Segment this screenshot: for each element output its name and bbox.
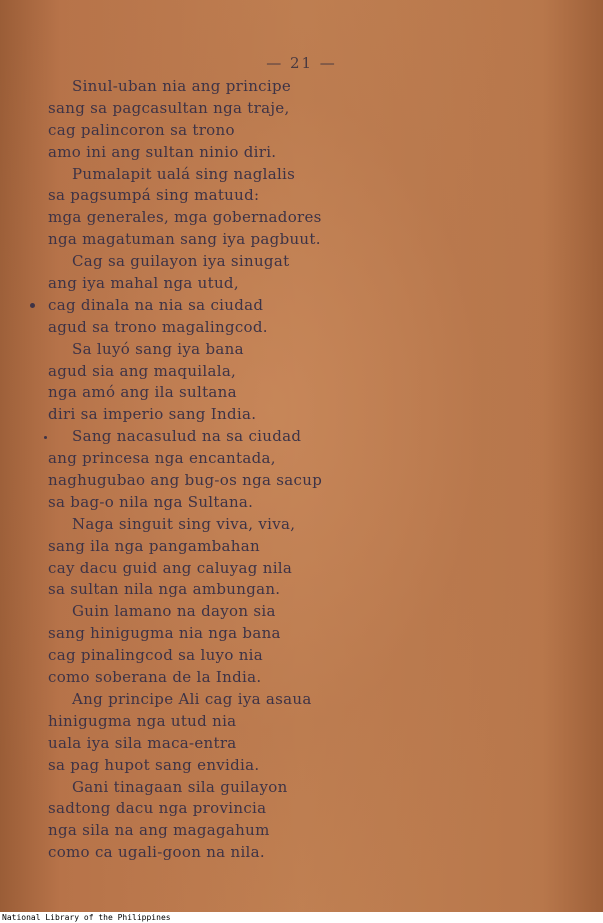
poem-line: cag palincoron sa trono [48, 120, 235, 139]
poem-line: agud sa trono magalingcod. [48, 317, 268, 336]
stanza-first-line: Cag sa guilayon iya sinugat [72, 252, 290, 271]
poem-line: cay dacu guid ang caluyag nila [48, 558, 293, 577]
poem-line: nga sila na ang magagahum [48, 821, 270, 840]
poem-line: como soberana de la India. [48, 668, 262, 687]
poem-line: cag pinalingcod sa luyo nia [48, 646, 264, 665]
stanza-first-line: Guin lamano na dayon sia [72, 602, 276, 621]
poem-line: uala iya sila maca-entra [48, 733, 237, 752]
poem-line: sang sa pagcasultan nga traje, [48, 98, 290, 117]
poem-line: sadtong dacu nga provincia [48, 799, 267, 818]
stanza-first-line: Sang nacasulud na sa ciudad [72, 427, 302, 446]
library-credit: National Library of the Philippines [2, 913, 171, 922]
page-number: — 21 — [266, 54, 337, 72]
poem-line: ang iya mahal nga utud, [48, 274, 239, 293]
poem-text [48, 76, 408, 864]
poem-line: sa pag hupot sang envidia. [48, 755, 260, 774]
poem-line: sa pagsumpá sing matuud: [48, 186, 260, 205]
poem-line: naghugubao ang bug-os nga sacup [48, 471, 323, 490]
stanza-first-line: Sa luyó sang iya bana [72, 339, 244, 358]
stanza-first-line: Pumalapit ualá sing naglalis [72, 164, 296, 183]
poem-line: ang princesa nga encantada, [48, 449, 276, 468]
poem-line: hinigugma nga utud nia [48, 711, 237, 730]
poem-line: diri sa imperio sang India. [48, 405, 257, 424]
poem-line: amo ini ang sultan ninio diri. [48, 142, 277, 161]
stanza-first-line: Sinul-uban nia ang principe [72, 77, 292, 95]
poem-line: sang ila nga pangambahan [48, 536, 260, 555]
poem-line: nga amó ang ila sultana [48, 383, 237, 402]
poem-line: nga magatuman sang iya pagbuut. [48, 230, 321, 249]
ink-speck [44, 436, 47, 439]
poem-line: como ca ugali-goon na nila. [48, 843, 265, 862]
stanza-first-line: Naga singuit sing viva, viva, [72, 514, 296, 533]
ink-speck [30, 303, 35, 308]
stanza-first-line: Ang principe Ali cag iya asaua [72, 689, 312, 708]
poem-line: sang hinigugma nia nga bana [48, 624, 281, 643]
poem-line: mga generales, mga gobernadores [48, 208, 322, 227]
stanza-first-line: Gani tinagaan sila guilayon [72, 777, 288, 796]
library-footer [0, 912, 603, 923]
poem-line: sa sultan nila nga ambungan. [48, 580, 281, 599]
poem-line: cag dinala na nia sa ciudad [48, 295, 264, 314]
poem-line: agud sia ang maquilala, [48, 361, 237, 380]
poem-line: sa bag-o nila nga Sultana. [48, 492, 254, 511]
